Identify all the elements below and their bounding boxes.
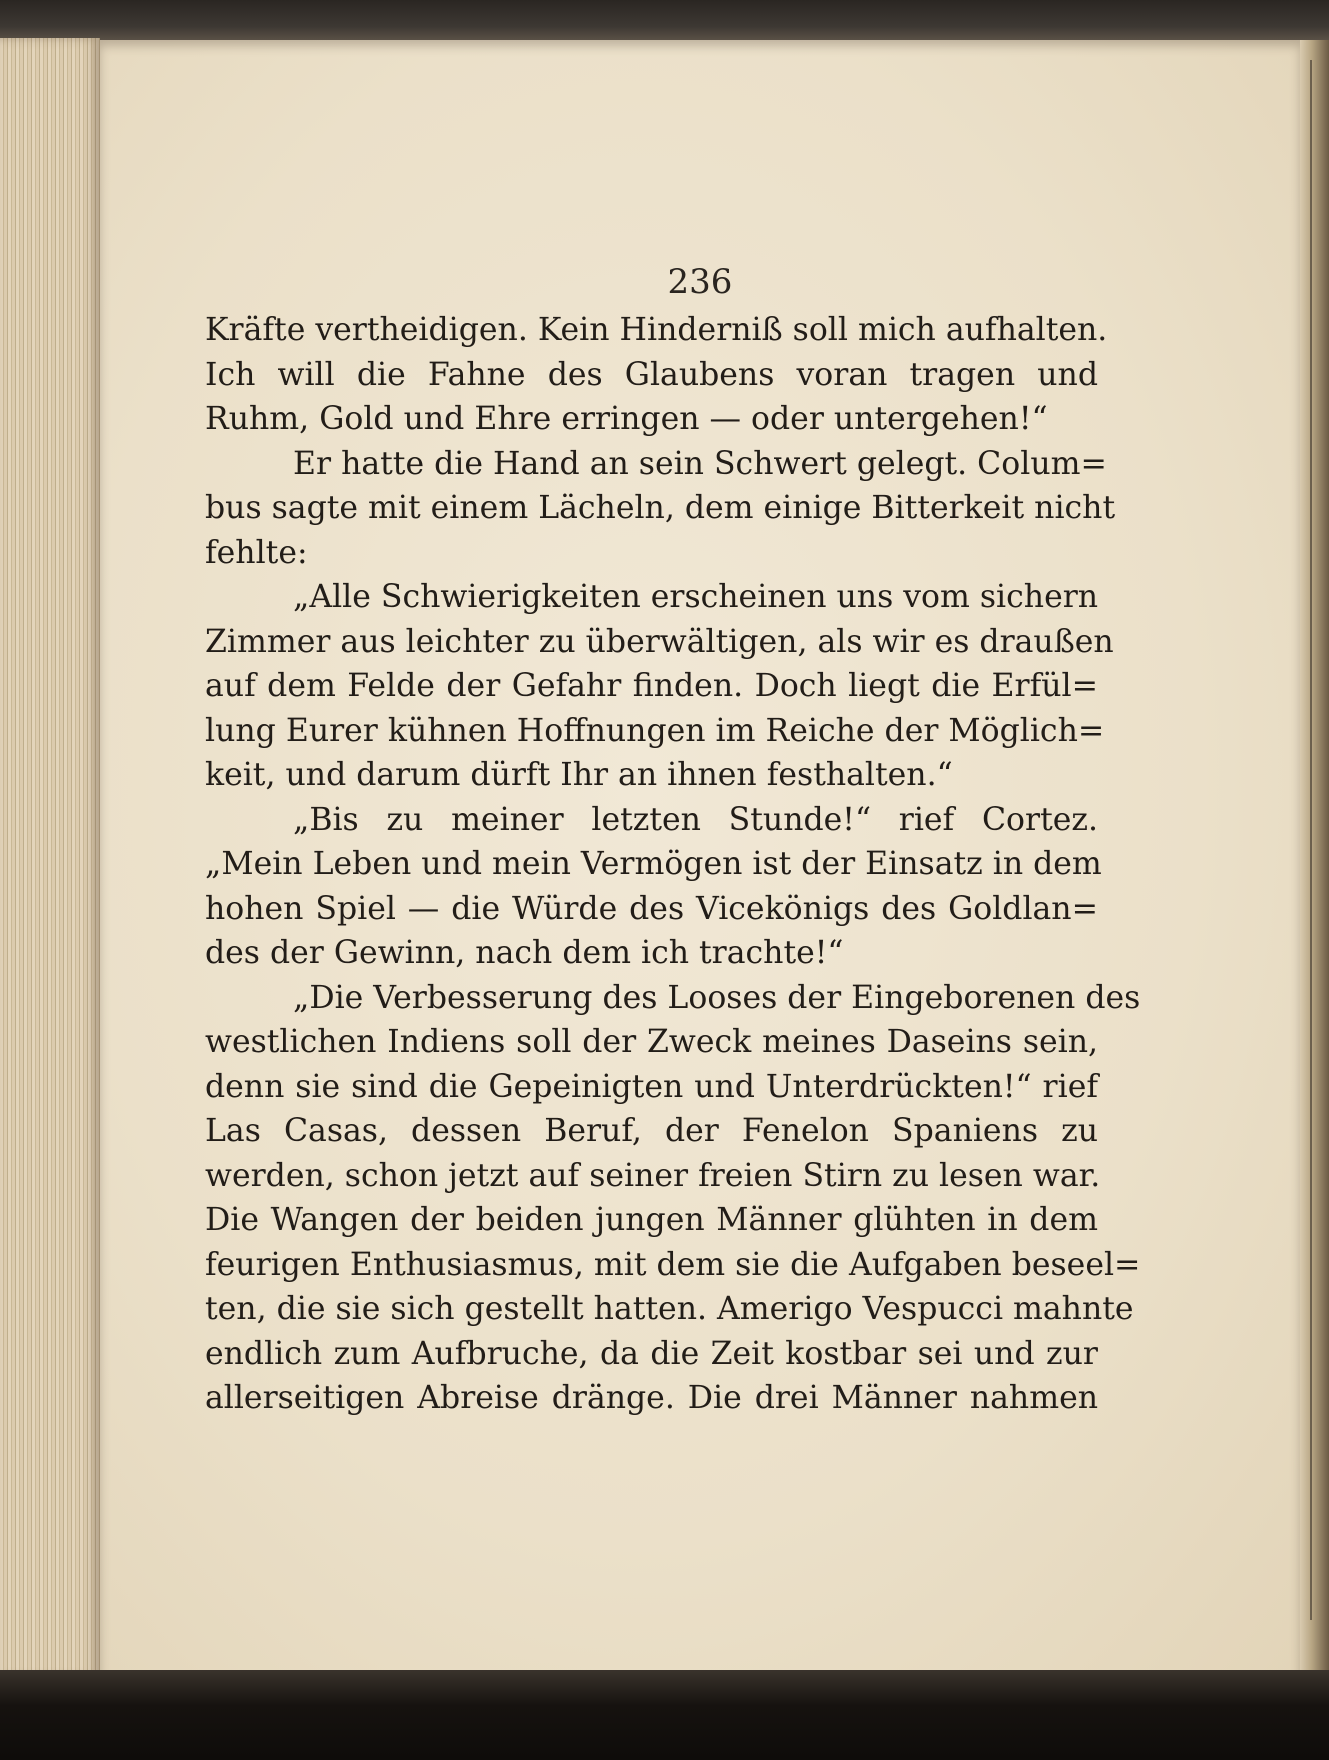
text-line: keit, und darum dürft Ihr an ihnen festhalten.“ — [205, 757, 953, 793]
text-line: fehlte: — [205, 534, 308, 571]
text-line: endlich zum Aufbruche, da die Zeit kostbar sei und zur — [205, 1335, 1098, 1372]
text-line: des der Gewinn, nach dem ich trachte!“ — [205, 935, 844, 971]
text-line: „Mein Leben und mein Vermögen ist der Einsatz in dem — [205, 846, 1102, 882]
text-line: denn sie sind die Gepeinigten und Unterdrückten!“ rief — [205, 1068, 1098, 1105]
text-line: Er hatte die Hand an sein Schwert gelegt. Colum= — [293, 445, 1107, 482]
text-line: Ich will die Fahne des Glaubens voran tragen und — [205, 356, 1098, 393]
page-stack-edges — [0, 38, 100, 1678]
text-line: Die Wangen der beiden jungen Männer glühten in dem — [205, 1202, 1098, 1238]
text-line: bus sagte mit einem Lächeln, dem einige Bitterkeit nicht — [205, 490, 1116, 526]
scan-bottom-edge — [0, 1670, 1329, 1760]
page-number: 236 — [667, 262, 733, 302]
text-line: „Die Verbesserung des Looses der Eingeborenen des — [293, 979, 1141, 1016]
text-line: „Alle Schwierigkeiten erscheinen uns vom sichern — [293, 579, 1099, 615]
text-line: Las Casas, dessen Beruf, der Fenelon Spaniens zu — [205, 1113, 1098, 1149]
text-line: feurigen Enthusiasmus, mit dem sie die Aufgaben beseel= — [205, 1246, 1141, 1283]
text-line: „Bis zu meiner letzten Stunde!“ rief Cortez. — [293, 801, 1098, 838]
text-line: werden, schon jetzt auf seiner freien Stirn zu lesen war. — [205, 1157, 1101, 1194]
body-text — [205, 308, 1141, 1421]
text-line: Kräfte vertheidigen. Kein Hinderniß soll mich aufhalten. — [205, 312, 1108, 348]
text-line: ten, die sie sich gestellt hatten. Amerigo Vespucci mahnte — [205, 1291, 1134, 1327]
binding-edge — [1300, 40, 1329, 1680]
text-line: Zimmer aus leichter zu überwältigen, als wir es draußen — [205, 623, 1114, 660]
page-edge-rule — [1310, 60, 1312, 1620]
text-line: allerseitigen Abreise dränge. Die drei Männer nahmen — [205, 1380, 1098, 1416]
text-line: lung Eurer kühnen Hoffnungen im Reiche der Möglich= — [205, 712, 1105, 749]
text-line: westlichen Indiens soll der Zweck meines Daseins sein, — [205, 1024, 1098, 1060]
text-line: auf dem Felde der Gefahr finden. Doch liegt die Erfül= — [205, 668, 1098, 704]
text-line: hohen Spiel — die Würde des Vicekönigs des Goldlan= — [205, 890, 1098, 927]
text-line: Ruhm, Gold und Ehre erringen — oder untergehen!“ — [205, 401, 1048, 437]
